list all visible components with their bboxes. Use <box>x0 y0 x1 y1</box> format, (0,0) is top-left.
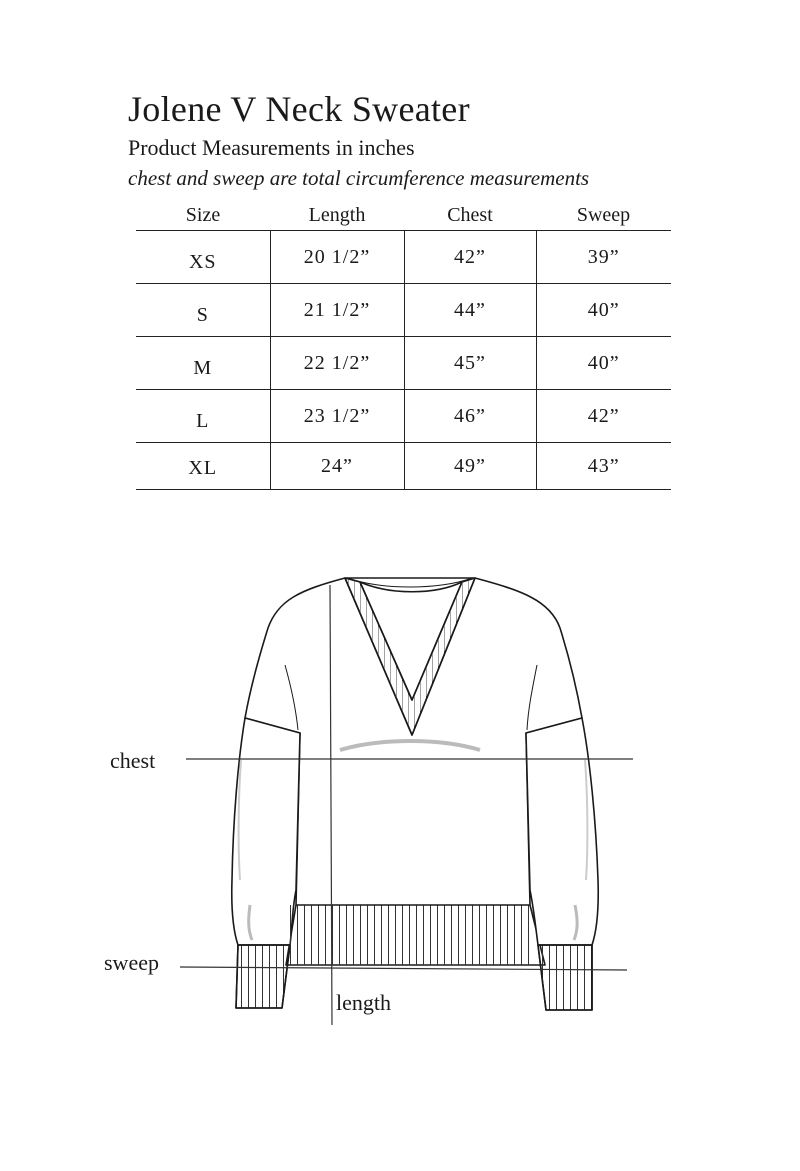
cell-length: 23 1/2” <box>270 390 404 443</box>
cell-chest: 49” <box>404 443 536 490</box>
cell-size: XS <box>136 231 270 284</box>
cell-chest: 42” <box>404 231 536 284</box>
sweater-measurement-diagram <box>0 560 800 1040</box>
page-subtitle: Product Measurements in inches <box>128 135 415 160</box>
cell-size: S <box>136 284 270 337</box>
cell-sweep: 43” <box>536 443 671 490</box>
table-row <box>136 443 671 490</box>
cell-chest: 45” <box>404 337 536 390</box>
table-row <box>136 337 671 390</box>
cell-length: 21 1/2” <box>270 284 404 337</box>
header-sweep: Sweep <box>536 200 671 231</box>
header-length: Length <box>270 200 404 231</box>
cell-length: 22 1/2” <box>270 337 404 390</box>
header-chest: Chest <box>404 200 536 231</box>
chest-label: chest <box>110 748 156 773</box>
sweep-label: sweep <box>104 950 159 975</box>
length-label: length <box>336 990 391 1015</box>
table-header-row <box>136 200 671 231</box>
cell-chest: 46” <box>404 390 536 443</box>
table-row <box>136 284 671 337</box>
size-chart-table <box>136 200 671 490</box>
cell-sweep: 42” <box>536 390 671 443</box>
cell-sweep: 39” <box>536 231 671 284</box>
page-title: Jolene V Neck Sweater <box>128 89 470 129</box>
table-row <box>136 231 671 284</box>
cell-sweep: 40” <box>536 284 671 337</box>
sweater-illustration <box>232 578 599 1010</box>
measurement-note: chest and sweep are total circumference measurements <box>128 166 590 190</box>
cell-size: L <box>136 390 270 443</box>
cell-length: 20 1/2” <box>270 231 404 284</box>
cell-length: 24” <box>270 443 404 490</box>
cell-size: M <box>136 337 270 390</box>
table-row <box>136 390 671 443</box>
header-size: Size <box>136 200 270 231</box>
cell-sweep: 40” <box>536 337 671 390</box>
cell-chest: 44” <box>404 284 536 337</box>
cell-size: XL <box>136 443 270 490</box>
